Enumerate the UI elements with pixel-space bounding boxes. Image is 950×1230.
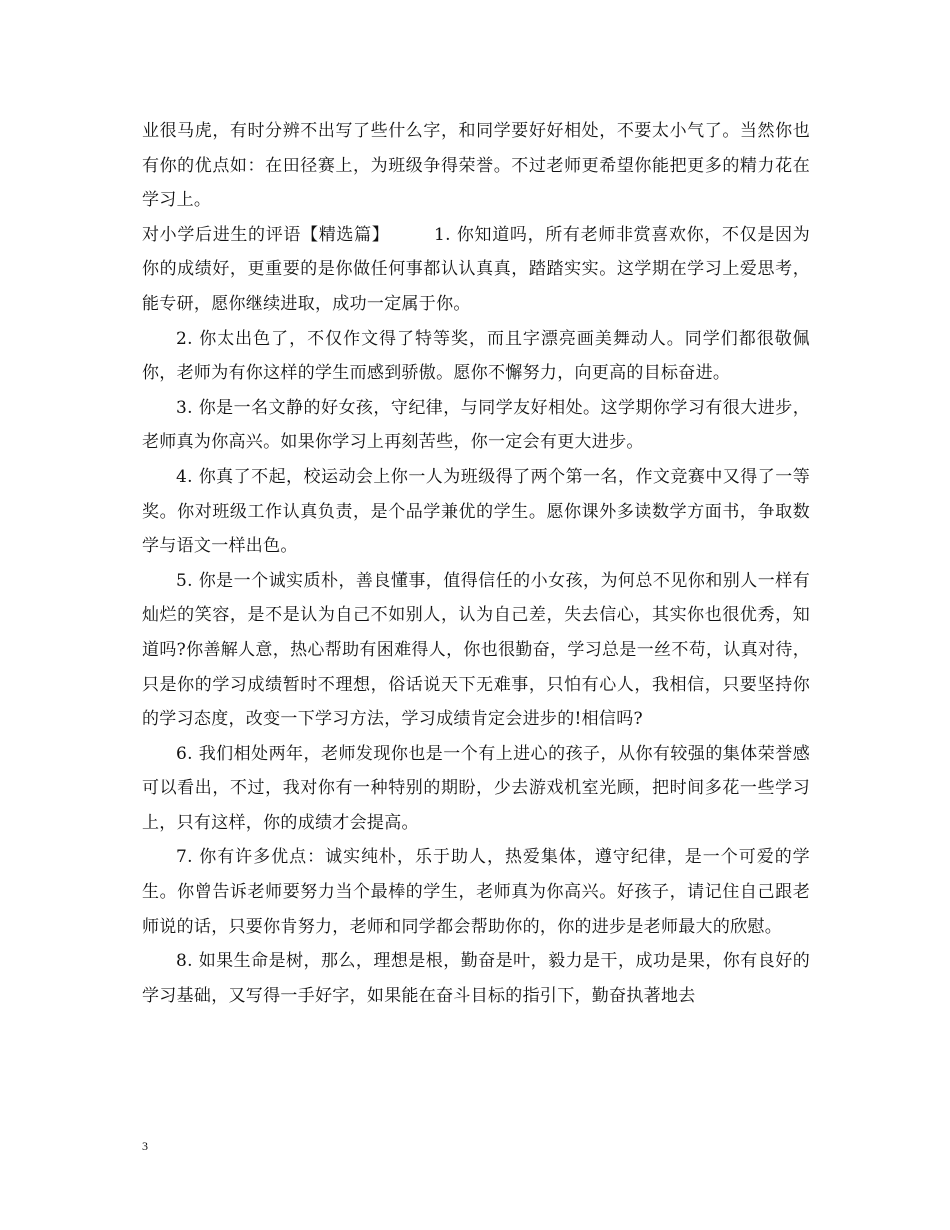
paragraph-comment-5: 5. 你是一个诚实质朴，善良懂事，值得信任的小女孩，为何总不见你和别人一样有灿烂的笑容，是不是认为自己不如别人，认为自己差，失去信心，其实你也很优秀，知道吗?你善解人意，热心帮助有困难得人，你也很勤奋，学习总是一丝不苟，认真对待，只是你的学习成绩暂时不理想，俗话说天下无难事，只怕有心人，我相信，只要坚持你的学习态度，改变一下学习方法，学习成绩肯定会进步的!相信吗? bbox=[142, 570, 810, 730]
paragraph-comment-2: 2. 你太出色了，不仅作文得了特等奖，而且字漂亮画美舞动人。同学们都很敬佩你，老师为有你这样的学生而感到骄傲。愿你不懈努力，向更高的目标奋进。 bbox=[142, 328, 810, 384]
paragraph-comment-3: 3. 你是一名文静的好女孩，守纪律，与同学友好相处。这学期你学习有很大进步，老师真为你高兴。如果你学习上再刻苦些，你一定会有更大进步。 bbox=[142, 397, 810, 453]
paragraph-section-title-and-comment-1: 对小学后进生的评语【精选篇】 1. 你知道吗，所有老师非赏喜欢你，不仅是因为你的成绩好，更重要的是你做任何事都认认真真，踏踏实实。这学期在学习上爱思考，能专研，愿你继续进取，成功一定属于你。 bbox=[142, 224, 810, 314]
paragraph-comment-7: 7. 你有许多优点：诚实纯朴，乐于助人，热爱集体，遵守纪律，是一个可爱的学生。你曾告诉老师要努力当个最棒的学生，老师真为你高兴。好孩子，请记住自己跟老师说的话，只要你肯努力，老师和同学都会帮助你的，你的进步是老师最大的欣慰。 bbox=[142, 847, 810, 937]
paragraph-comment-4: 4. 你真了不起，校运动会上你一人为班级得了两个第一名，作文竞赛中又得了一等奖。你对班级工作认真负责，是个品学兼优的学生。愿你课外多读数学方面书，争取数学与语文一样出色。 bbox=[142, 466, 810, 557]
page-number: 3 bbox=[142, 1139, 148, 1153]
paragraph-comment-8: 8. 如果生命是树，那么，理想是根，勤奋是叶，毅力是干，成功是果，你有良好的学习基础，又写得一手好字，如果能在奋斗目标的指引下，勤奋执著地去 bbox=[142, 951, 810, 1006]
document-body bbox=[142, 114, 810, 1013]
paragraph-continuation: 业很马虎，有时分辨不出写了些什么字，和同学要好好相处，不要太小气了。当然你也有你的优点如：在田径赛上，为班级争得荣誉。不过老师更希望你能把更多的精力花在学习上。 bbox=[142, 121, 810, 211]
paragraph-comment-6: 6. 我们相处两年，老师发现你也是一个有上进心的孩子，从你有较强的集体荣誉感可以看出，不过，我对你有一种特别的期盼，少去游戏机室光顾，把时间多花一些学习上，只有这样，你的成绩才会提高。 bbox=[142, 743, 810, 833]
